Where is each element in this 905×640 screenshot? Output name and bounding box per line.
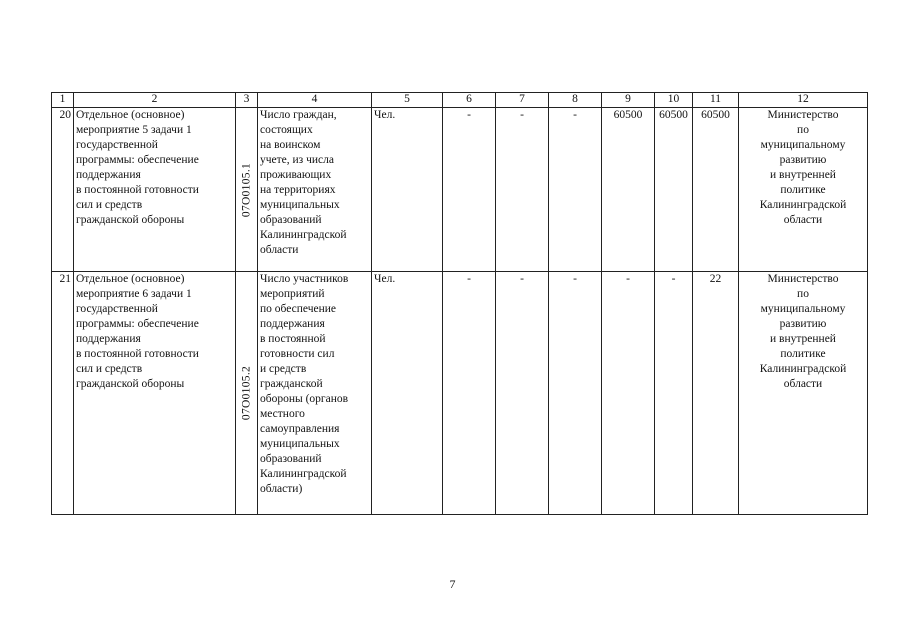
header-row xyxy=(52,93,868,108)
value-col-10: 60500 xyxy=(655,108,693,272)
header-cell-2: 2 xyxy=(74,93,236,108)
budget-code: 07О0105.1 xyxy=(240,162,252,217)
header-cell-11: 11 xyxy=(693,93,739,108)
value-col-9: 60500 xyxy=(602,108,655,272)
header-cell-4: 4 xyxy=(258,93,372,108)
value-col-8: - xyxy=(549,272,602,515)
value-col-10: - xyxy=(655,272,693,515)
value-col-11: 22 xyxy=(693,272,739,515)
header-cell-6: 6 xyxy=(443,93,496,108)
value-col-6: - xyxy=(443,272,496,515)
row-number: 20 xyxy=(52,108,74,272)
unit: Чел. xyxy=(372,108,443,272)
header-cell-8: 8 xyxy=(549,93,602,108)
unit: Чел. xyxy=(372,272,443,515)
header-cell-10: 10 xyxy=(655,93,693,108)
header-cell-1: 1 xyxy=(52,93,74,108)
table-row xyxy=(52,272,868,515)
header-cell-3: 3 xyxy=(236,93,258,108)
table-row xyxy=(52,108,868,272)
event-description: Отдельное (основное) мероприятие 5 задачи 1 государственной программы: обеспечение поддержания в постоянной готовности сил и средств гражданской обороны xyxy=(74,108,236,272)
event-description: Отдельное (основное) мероприятие 6 задачи 1 государственной программы: обеспечение поддержания в постоянной готовности сил и средств гражданской обороны xyxy=(74,272,236,515)
indicator-name: Число граждан, состоящих на воинском учете, из числа проживающих на территориях муниципальных образований Калининградской области xyxy=(258,108,372,272)
value-col-8: - xyxy=(549,108,602,272)
responsible-executor: Министерство по муниципальному развитию и внутренней политике Калининградской области xyxy=(739,108,868,272)
page-number: 7 xyxy=(449,577,456,591)
program-table xyxy=(51,92,868,515)
value-col-7: - xyxy=(496,272,549,515)
code-cell xyxy=(236,272,258,515)
header-cell-12: 12 xyxy=(739,93,868,108)
header-cell-5: 5 xyxy=(372,93,443,108)
code-cell xyxy=(236,108,258,272)
budget-code: 07О0105.2 xyxy=(240,365,252,421)
indicator-name: Число участников мероприятий по обеспечение поддержания в постоянной готовности сил и средств гражданской обороны (органов местного самоуправления муниципальных образований Калининградской области) xyxy=(258,272,372,515)
responsible-executor: Министерство по муниципальному развитию и внутренней политике Калининградской области xyxy=(739,272,868,515)
value-col-7: - xyxy=(496,108,549,272)
value-col-9: - xyxy=(602,272,655,515)
header-cell-7: 7 xyxy=(496,93,549,108)
value-col-11: 60500 xyxy=(693,108,739,272)
header-cell-9: 9 xyxy=(602,93,655,108)
row-number: 21 xyxy=(52,272,74,515)
value-col-6: - xyxy=(443,108,496,272)
